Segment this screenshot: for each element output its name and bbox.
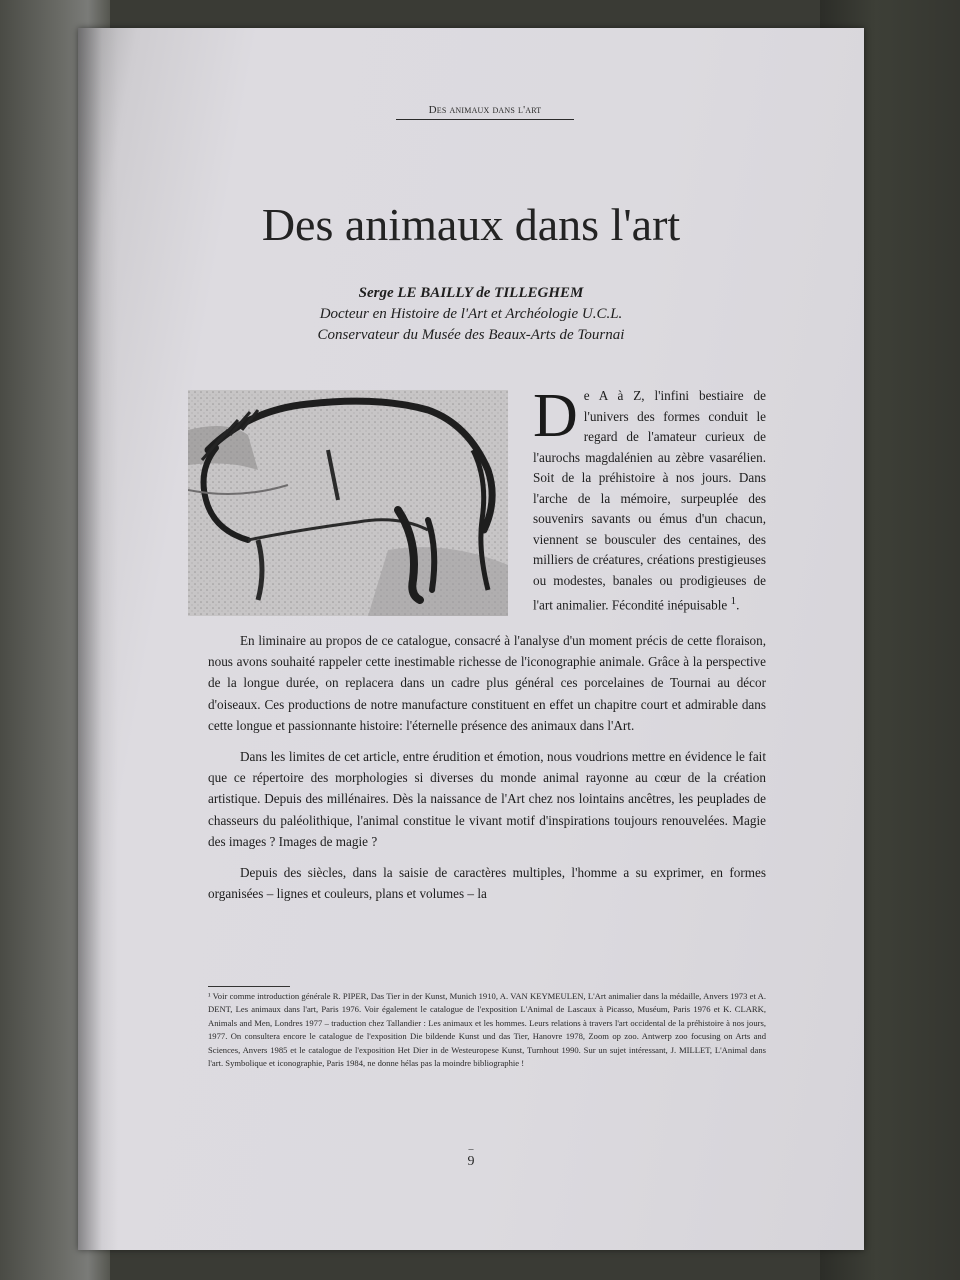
bison-drawing	[188, 390, 508, 616]
footnote: ¹ Voir comme introduction générale R. PIPER, Das Tier in der Kunst, Munich 1910, A. VAN KEYMEULEN, L'Art animalier dans la médaille, Anvers 1973 et A. DENT, Les animaux dans l'art, Paris 1976. Voir également le catalogue de l'exposition L'Animal de Lascaux à Picasso, Muséum, Paris 1976 et K. CLARK, Animals and Men, Londres 1977 – traduction chez Tallandier : Les animaux et les hommes. Leurs relations à travers l'art occidental de la préhistoire à nos jours, 1977. On consultera encore le catalogue de l'exposition Die bildende Kunst und das Tier, Hanovre 1978, Zoom op zoo. Antwerp zoo focusing on Arts and Sciences, Anvers 1985 et le catalogue de l'exposition Het Dier in de Westeuropese Kunst, Turnhout 1990. Sur un sujet intéressant, J. MILLET, L'Animal dans l'art. Symbolique et iconographie, Paris 1984, ne donne hélas pas la moindre bibliographie !	[208, 991, 766, 1069]
body-paragraph: Dans les limites de cet article, entre érudition et émotion, nous voudrions mettre en évidence le fait que ce répertoire des morphologies si diverses du monde animal rayonne au cœur de la création artistique. Depuis des millénaires. Dès la naissance de l'Art chez nos lointains ancêtres, les peuplades de chasseurs du paléolithique, l'animal constitue le vivant motif d'inspirations toujours renouvelées. Magie des images ? Images de magie ?	[208, 749, 766, 849]
body-paragraph: Depuis des siècles, dans la saisie de caractères multiples, l'homme a su exprimer, en formes organisées – lignes et couleurs, plans et volumes – la	[208, 865, 766, 902]
author-title-2: Conservateur du Musée des Beaux-Arts de Tournai	[317, 327, 625, 343]
book-page	[78, 28, 864, 1250]
cave-painting-image	[188, 390, 508, 616]
intro-text: e A à Z, l'infini bestiaire de l'univers des formes conduit le regard de l'amateur curieux de l'aurochs magdalénien au zèbre vasarélien. Soit de la préhistoire à nos jours. Dans l'arche de la mémoire, surpeuplée des souvenirs savants ou émus d'un chacun, viennent se bousculer des centaines, des milliers de créatures, créations prestigieuses ou modestes, banales ou prodigieuses de l'art animalier. Fécondité inépuisable	[533, 388, 766, 613]
article-body	[208, 630, 766, 914]
body-paragraph: En liminaire au propos de ce catalogue, consacré à l'analyse d'un moment précis de cette floraison, nous avons souhaité rappeler cette inestimable richesse de l'iconographie animale. Grâce à la perspective de la longue durée, on replacera dans un cadre plus général ces porcelaines de Tournai au décor d'oiseaux. Ces productions de notre manufacture constituent en effet un chapitre court et admirable dans cette longue et passionnante histoire: l'éternelle présence des animaux dans l'Art.	[208, 633, 766, 733]
author-block	[78, 283, 864, 346]
footnote-reference[interactable]: 1	[730, 595, 737, 607]
drop-cap: D	[533, 382, 578, 450]
folio-dash: –	[468, 1144, 474, 1155]
page-number: 9	[467, 1154, 475, 1169]
author-name: Serge LE BAILLY de TILLEGHEM	[358, 285, 584, 301]
article-title: Des animaux dans l'art	[261, 199, 681, 250]
footnote-rule	[208, 986, 290, 987]
intro-end: .	[736, 597, 740, 613]
running-head: Des animaux dans l'art	[396, 104, 574, 120]
intro-paragraph	[533, 382, 766, 616]
author-title-1: Docteur en Histoire de l'Art et Archéologie U.C.L.	[319, 306, 623, 322]
page-number-block	[78, 1146, 864, 1170]
